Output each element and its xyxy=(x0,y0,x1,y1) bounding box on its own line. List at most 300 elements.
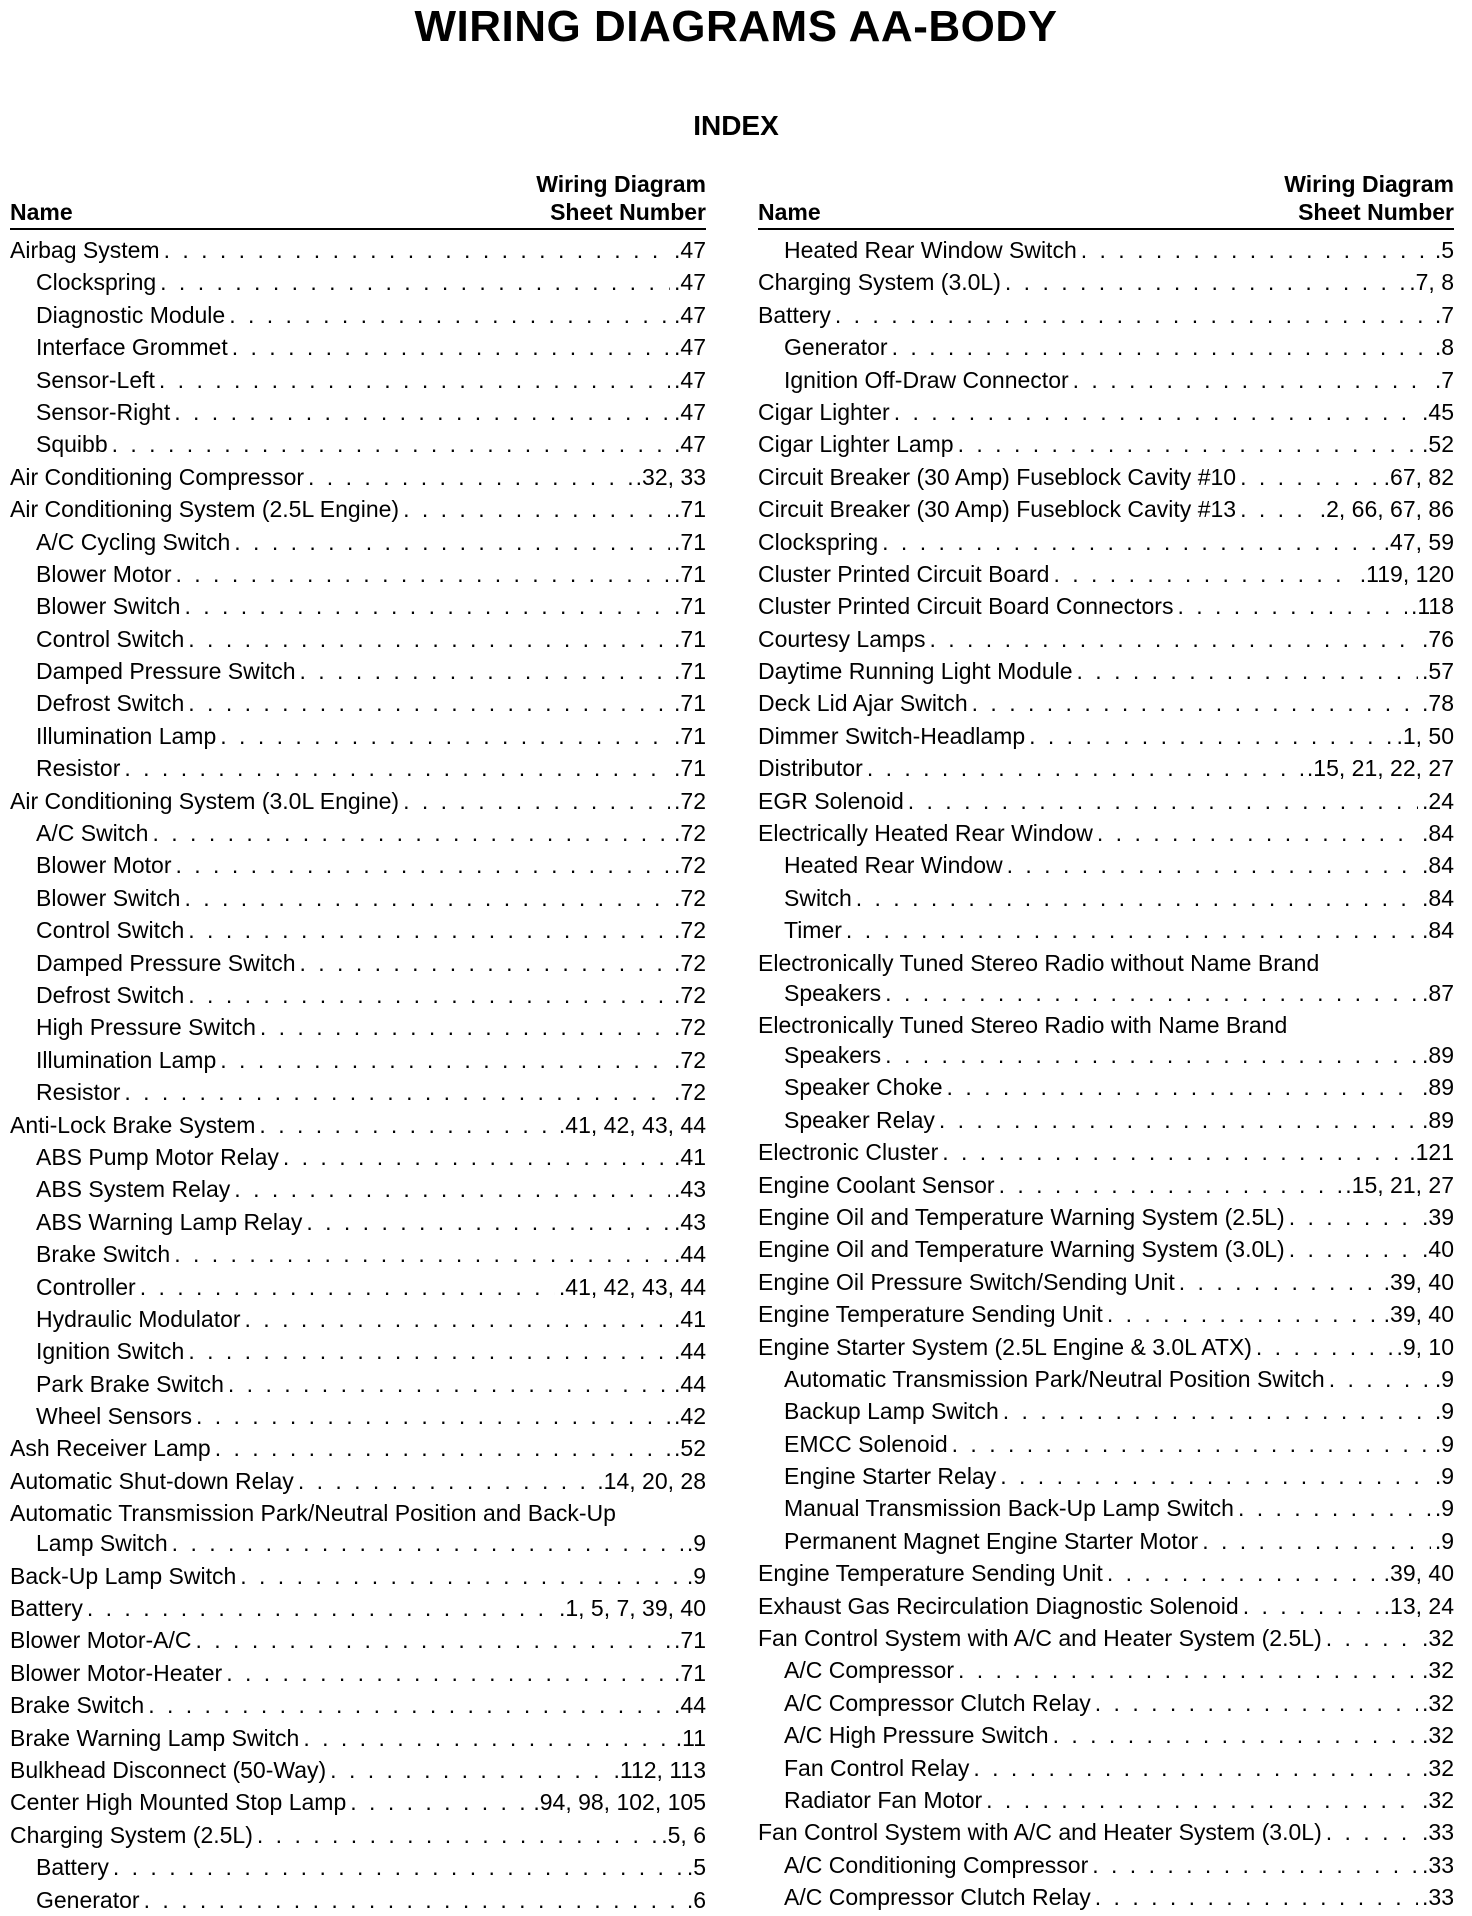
index-entry xyxy=(758,1557,1454,1589)
entry-sheet-number: .72 xyxy=(674,884,706,911)
dot-leader xyxy=(350,1786,529,1818)
dot-leader xyxy=(1107,1557,1380,1589)
index-entry xyxy=(758,1331,1454,1363)
index-entry xyxy=(10,1206,706,1238)
index-entry xyxy=(10,526,706,558)
dot-leader xyxy=(188,1335,670,1367)
entry-sheet-number: .9 xyxy=(1434,1527,1454,1554)
entry-name: Cigar Lighter xyxy=(758,398,890,425)
dot-leader xyxy=(1329,1363,1431,1395)
entry-sheet-number: .11 xyxy=(675,1724,706,1751)
entry-name: ABS Warning Lamp Relay xyxy=(36,1208,303,1235)
entry-name: Charging System (3.0L) xyxy=(758,269,1001,296)
index-entry xyxy=(758,1039,1454,1071)
dot-leader xyxy=(1256,1331,1393,1363)
dot-leader xyxy=(300,947,671,979)
entry-sheet-number: .94, 98, 102, 105 xyxy=(533,1789,706,1816)
entry-sheet-number: .84 xyxy=(1422,917,1454,944)
dot-leader xyxy=(894,396,1418,428)
entry-sheet-number: .5 xyxy=(1434,237,1454,263)
entry-sheet-number: .71 xyxy=(674,593,706,620)
index-entry xyxy=(10,266,706,298)
entry-sheet-number: .14, 20, 28 xyxy=(597,1467,706,1494)
entry-name: Heated Rear Window xyxy=(784,852,1003,879)
entry-name: Controller xyxy=(36,1273,136,1300)
entry-sheet-number: .84 xyxy=(1422,884,1454,911)
entry-name: Airbag System xyxy=(10,237,160,263)
entry-sheet-number: .1, 50 xyxy=(1396,722,1454,749)
dot-leader xyxy=(174,396,670,428)
entry-name: Battery xyxy=(10,1595,83,1622)
entry-name: Dimmer Switch-Headlamp xyxy=(758,722,1026,749)
entry-sheet-number: .1, 5, 7, 39, 40 xyxy=(558,1595,706,1622)
dot-leader xyxy=(175,849,670,881)
entry-name: Charging System (2.5L) xyxy=(10,1821,253,1848)
index-entry xyxy=(758,1590,1454,1622)
name-header: Name xyxy=(758,199,821,225)
dot-leader xyxy=(308,461,632,493)
entry-sheet-number: .72 xyxy=(674,1079,706,1106)
entry-name: Park Brake Switch xyxy=(36,1370,224,1397)
index-entry xyxy=(758,1784,1454,1816)
entry-name: Hydraulic Modulator xyxy=(36,1305,241,1332)
entry-sheet-number: .7 xyxy=(1434,301,1454,328)
index-column-left xyxy=(10,170,706,1916)
entry-sheet-number: .47 xyxy=(674,431,706,458)
index-entry xyxy=(758,396,1454,428)
index-entry xyxy=(758,299,1454,331)
index-entry xyxy=(758,331,1454,363)
entry-name: Speakers xyxy=(784,979,882,1006)
index-entry xyxy=(758,687,1454,719)
index-entry xyxy=(758,1752,1454,1784)
index-entry xyxy=(10,234,706,266)
entry-sheet-number: .39, 40 xyxy=(1383,1560,1454,1587)
index-entry xyxy=(758,1071,1454,1103)
dot-leader xyxy=(172,1527,683,1559)
entry-sheet-number: .43 xyxy=(674,1176,706,1203)
entry-name: Circuit Breaker (30 Amp) Fuseblock Cavity #13 xyxy=(758,496,1237,523)
index-entry xyxy=(10,1303,706,1335)
index-entry xyxy=(10,1722,706,1754)
index-entry xyxy=(10,590,706,622)
index-entry xyxy=(10,1271,706,1303)
index-entry xyxy=(758,914,1454,946)
dot-leader xyxy=(846,914,1418,946)
entry-name: A/C Cycling Switch xyxy=(36,528,231,555)
entry-name: Fan Control Relay xyxy=(784,1754,970,1781)
dot-leader xyxy=(999,1169,1342,1201)
entry-sheet-number: .13, 24 xyxy=(1383,1592,1454,1619)
entry-name: Fan Control System with A/C and Heater System (2.5L) xyxy=(758,1625,1322,1652)
dot-leader xyxy=(1179,1266,1380,1298)
entry-sheet-number: .39 xyxy=(1422,1203,1454,1230)
dot-leader xyxy=(195,1624,670,1656)
entry-name: A/C Compressor xyxy=(784,1657,954,1684)
index-entry xyxy=(758,1654,1454,1686)
index-entry xyxy=(758,1169,1454,1201)
entry-name: Automatic Transmission Park/Neutral Position Switch xyxy=(784,1365,1325,1392)
entry-name: Engine Starter Relay xyxy=(784,1463,997,1490)
entry-name: Defrost Switch xyxy=(36,690,185,717)
sheet-number-header xyxy=(536,170,706,226)
entry-sheet-number: .33 xyxy=(1422,1851,1454,1878)
column-header xyxy=(758,170,1454,230)
entry-name: Control Switch xyxy=(36,917,185,944)
index-entry xyxy=(10,752,706,784)
entry-sheet-number: .57 xyxy=(1422,658,1454,685)
dot-leader xyxy=(1107,1298,1380,1330)
dot-leader xyxy=(952,1428,1431,1460)
dot-leader xyxy=(188,687,670,719)
entry-sheet-number: .78 xyxy=(1422,690,1454,717)
entry-sheet-number: .71 xyxy=(674,658,706,685)
entry-sheet-number: .119, 120 xyxy=(1359,560,1454,587)
entry-sheet-number: .87 xyxy=(1422,979,1454,1006)
entry-name: Electrically Heated Rear Window xyxy=(758,820,1093,847)
entry-name: Blower Motor-A/C xyxy=(10,1627,192,1654)
dot-leader xyxy=(973,1752,1418,1784)
index-entry xyxy=(758,752,1454,784)
entry-name: Generator xyxy=(784,334,888,361)
dot-leader xyxy=(908,785,1418,817)
dot-leader xyxy=(184,882,670,914)
index-entry xyxy=(10,1076,706,1108)
dot-leader xyxy=(885,1039,1418,1071)
dot-leader xyxy=(1243,1590,1380,1622)
dot-leader xyxy=(1177,590,1406,622)
entry-sheet-number: .39, 40 xyxy=(1383,1268,1454,1295)
index-entry xyxy=(10,979,706,1011)
entry-sheet-number: .32 xyxy=(1422,1689,1454,1716)
index-entry xyxy=(10,1851,706,1883)
entry-name: Air Conditioning System (3.0L Engine) xyxy=(10,787,400,814)
index-entry xyxy=(758,1492,1454,1524)
entry-sheet-number: .32 xyxy=(1422,1625,1454,1652)
index-entry xyxy=(758,266,1454,298)
entry-sheet-number: .47 xyxy=(674,301,706,328)
entry-sheet-number: .42 xyxy=(674,1403,706,1430)
entry-name: Defrost Switch xyxy=(36,981,185,1008)
index-entry xyxy=(758,817,1454,849)
dot-leader xyxy=(929,623,1418,655)
entry-name: Battery xyxy=(758,301,831,328)
dot-leader xyxy=(188,979,670,1011)
entry-sheet-number: .47 xyxy=(674,269,706,296)
entry-name: Center High Mounted Stop Lamp xyxy=(10,1789,347,1816)
dot-leader xyxy=(87,1592,555,1624)
index-entry xyxy=(10,720,706,752)
sheet-header-line1: Wiring Diagram xyxy=(1284,171,1454,197)
index-entry xyxy=(758,1622,1454,1654)
entry-name: A/C Compressor Clutch Relay xyxy=(784,1689,1091,1716)
dot-leader xyxy=(958,1654,1418,1686)
sheet-number-header xyxy=(1284,170,1454,226)
entry-sheet-number: .32 xyxy=(1422,1722,1454,1749)
entry-name: Exhaust Gas Recirculation Diagnostic Solenoid xyxy=(758,1592,1239,1619)
entry-sheet-number: .47 xyxy=(674,366,706,393)
index-entry xyxy=(10,364,706,396)
index-entry xyxy=(10,1141,706,1173)
entry-name: Anti-Lock Brake System xyxy=(10,1111,256,1138)
dot-leader xyxy=(882,526,1380,558)
index-entry xyxy=(758,655,1454,687)
dot-leader xyxy=(330,1754,609,1786)
dot-leader xyxy=(220,720,670,752)
entry-sheet-number: .9 xyxy=(1434,1398,1454,1425)
dot-leader xyxy=(1095,1881,1418,1913)
entry-sheet-number: .9 xyxy=(1434,1430,1454,1457)
entry-name: Battery xyxy=(36,1854,109,1881)
index-entry xyxy=(10,1400,706,1432)
entry-name: Squibb xyxy=(36,431,108,458)
entry-sheet-number: .71 xyxy=(674,1659,706,1686)
dot-leader xyxy=(112,428,670,460)
entry-name: A/C Conditioning Compressor xyxy=(784,1851,1089,1878)
entry-name: Interface Grommet xyxy=(36,334,228,361)
entry-name: Blower Motor xyxy=(36,560,172,587)
entry-name: Blower Motor-Heater xyxy=(10,1659,223,1686)
entry-sheet-number: .44 xyxy=(674,1692,706,1719)
index-entry xyxy=(10,623,706,655)
index-entry xyxy=(758,1687,1454,1719)
entry-sheet-number: .41, 42, 43, 44 xyxy=(558,1273,706,1300)
index-entry xyxy=(10,331,706,363)
index-heading: INDEX xyxy=(693,110,779,141)
index-entry xyxy=(10,1689,706,1721)
dot-leader xyxy=(152,817,670,849)
dot-leader xyxy=(1003,1395,1431,1427)
dot-leader xyxy=(1005,266,1405,298)
dot-leader xyxy=(245,1303,670,1335)
index-entry xyxy=(10,1173,706,1205)
index-entry xyxy=(758,493,1454,525)
dot-leader xyxy=(298,1465,593,1497)
dot-leader xyxy=(283,1141,670,1173)
index-entry xyxy=(758,947,1454,977)
entry-name: Permanent Magnet Engine Starter Motor xyxy=(784,1527,1199,1554)
entry-sheet-number: .15, 21, 27 xyxy=(1345,1171,1454,1198)
dot-leader xyxy=(196,1400,670,1432)
dot-leader xyxy=(892,331,1431,363)
index-entry xyxy=(10,1109,706,1141)
index-entry xyxy=(10,299,706,331)
dot-leader xyxy=(159,364,670,396)
entry-list xyxy=(10,234,706,1916)
entry-name: Wheel Sensors xyxy=(36,1403,192,1430)
index-entry xyxy=(758,1395,1454,1427)
index-entry xyxy=(758,1009,1454,1039)
entry-sheet-number: .5, 6 xyxy=(661,1821,706,1848)
index-entry xyxy=(758,1525,1454,1557)
entry-name: Cluster Printed Circuit Board Connectors xyxy=(758,593,1174,620)
index-entry xyxy=(758,1881,1454,1913)
entry-sheet-number: .71 xyxy=(674,528,706,555)
entry-name: Illumination Lamp xyxy=(36,722,217,749)
entry-name: Speaker Choke xyxy=(784,1074,943,1101)
entry-sheet-number: .72 xyxy=(674,852,706,879)
entry-sheet-number: .2, 66, 67, 86 xyxy=(1319,496,1454,523)
index-entry xyxy=(758,1460,1454,1492)
entry-name: Resistor xyxy=(36,1079,121,1106)
index-entry xyxy=(10,849,706,881)
entry-sheet-number: .47 xyxy=(674,398,706,425)
dot-leader xyxy=(1095,1687,1418,1719)
index-entry xyxy=(10,558,706,590)
entry-sheet-number: .7, 8 xyxy=(1409,269,1454,296)
dot-leader xyxy=(306,1206,670,1238)
entry-name: Air Conditioning Compressor xyxy=(10,463,305,490)
dot-leader xyxy=(1029,720,1392,752)
entry-name: Engine Oil and Temperature Warning System (2.5L) xyxy=(758,1203,1285,1230)
entry-sheet-number: .9 xyxy=(1434,1365,1454,1392)
index-entry xyxy=(10,493,706,525)
entry-name: Switch xyxy=(784,884,852,911)
entry-sheet-number: .9 xyxy=(686,1530,706,1557)
entry-name: Courtesy Lamps xyxy=(758,625,926,652)
dot-leader xyxy=(148,1689,670,1721)
index-entry xyxy=(10,396,706,428)
dot-leader xyxy=(947,1071,1418,1103)
entry-name: Illumination Lamp xyxy=(36,1046,217,1073)
entry-sheet-number: .47 xyxy=(674,334,706,361)
entry-name: A/C Compressor Clutch Relay xyxy=(784,1884,1091,1911)
entry-sheet-number: .45 xyxy=(1422,398,1454,425)
entry-sheet-number: .33 xyxy=(1422,1819,1454,1846)
index-entry xyxy=(10,914,706,946)
entry-name: ABS System Relay xyxy=(36,1176,231,1203)
entry-name: Circuit Breaker (30 Amp) Fuseblock Cavity #10 xyxy=(758,463,1237,490)
entry-sheet-number: .112, 113 xyxy=(613,1756,706,1783)
dot-leader xyxy=(1000,1460,1431,1492)
entry-sheet-number: .71 xyxy=(674,755,706,782)
dot-leader xyxy=(958,428,1418,460)
dot-leader xyxy=(215,1432,670,1464)
index-entry xyxy=(10,785,706,817)
dot-leader xyxy=(403,493,670,525)
entry-name: Daytime Running Light Module xyxy=(758,658,1073,685)
index-entry xyxy=(10,1819,706,1851)
entry-name: Air Conditioning System (2.5L Engine) xyxy=(10,496,400,523)
dot-leader xyxy=(240,1560,683,1592)
entry-name: High Pressure Switch xyxy=(36,1014,256,1041)
entry-name: Resistor xyxy=(36,755,121,782)
index-entry xyxy=(758,623,1454,655)
index-entry xyxy=(758,558,1454,590)
dot-leader xyxy=(260,1011,670,1043)
dot-leader xyxy=(1053,1719,1418,1751)
entry-sheet-number: .76 xyxy=(1422,625,1454,652)
dot-leader xyxy=(113,1851,683,1883)
entry-sheet-number: .9 xyxy=(1434,1495,1454,1522)
index-entry xyxy=(758,590,1454,622)
entry-name: Deck Lid Ajar Switch xyxy=(758,690,968,717)
dot-leader xyxy=(1202,1525,1431,1557)
entry-name: Ignition Off-Draw Connector xyxy=(784,366,1069,393)
dot-leader xyxy=(885,977,1418,1009)
entry-name: Electronically Tuned Stereo Radio with Name Brand xyxy=(758,1011,1288,1038)
entry-sheet-number: .72 xyxy=(674,949,706,976)
column-header xyxy=(10,170,706,230)
entry-name: ABS Pump Motor Relay xyxy=(36,1143,279,1170)
index-entry xyxy=(10,1884,706,1916)
entry-name: Speakers xyxy=(784,1041,882,1068)
dot-leader xyxy=(300,655,671,687)
entry-sheet-number: .24 xyxy=(1422,787,1454,814)
entry-sheet-number: .71 xyxy=(674,496,706,523)
entry-sheet-number: .9 xyxy=(1434,1463,1454,1490)
entry-name: Engine Starter System (2.5L Engine & 3.0L ATX) xyxy=(758,1333,1252,1360)
dot-leader xyxy=(229,299,670,331)
entry-name: Bulkhead Disconnect (50-Way) xyxy=(10,1756,327,1783)
index-entry xyxy=(10,1432,706,1464)
dot-leader xyxy=(144,1884,683,1916)
entry-name: Ignition Switch xyxy=(36,1338,185,1365)
entry-sheet-number: .9, 10 xyxy=(1396,1333,1454,1360)
index-entry xyxy=(758,1298,1454,1330)
entry-sheet-number: .52 xyxy=(674,1435,706,1462)
dot-leader xyxy=(835,299,1431,331)
index-entry xyxy=(758,882,1454,914)
index-entry xyxy=(10,1335,706,1367)
entry-sheet-number: .72 xyxy=(674,1014,706,1041)
dot-leader xyxy=(184,590,670,622)
entry-sheet-number: .47 xyxy=(674,237,706,263)
dot-leader xyxy=(188,914,670,946)
index-entry xyxy=(758,785,1454,817)
entry-sheet-number: .71 xyxy=(674,560,706,587)
entry-sheet-number: .47, 59 xyxy=(1383,528,1454,555)
entry-name: Electronically Tuned Stereo Radio without Name Brand xyxy=(758,949,1320,976)
dot-leader xyxy=(259,1109,555,1141)
entry-name: Sensor-Right xyxy=(36,398,171,425)
entry-sheet-number: .118 xyxy=(1410,593,1454,620)
index-entry xyxy=(10,882,706,914)
dot-leader xyxy=(164,234,670,266)
index-entry xyxy=(758,364,1454,396)
name-header: Name xyxy=(10,199,73,225)
entry-list xyxy=(758,234,1454,1914)
index-entry xyxy=(10,1754,706,1786)
entry-name: Radiator Fan Motor xyxy=(784,1786,983,1813)
index-entry xyxy=(10,1368,706,1400)
entry-name: Control Switch xyxy=(36,625,185,652)
index-entry xyxy=(10,1238,706,1270)
dot-leader xyxy=(939,1104,1418,1136)
index-entry xyxy=(10,461,706,493)
index-entry xyxy=(758,1104,1454,1136)
entry-name: Distributor xyxy=(758,755,863,782)
entry-name: Damped Pressure Switch xyxy=(36,949,296,976)
entry-name: EGR Solenoid xyxy=(758,787,904,814)
entry-sheet-number: .89 xyxy=(1422,1041,1454,1068)
entry-sheet-number: .72 xyxy=(674,1046,706,1073)
index-entry xyxy=(758,1816,1454,1848)
entry-name: Cluster Printed Circuit Board xyxy=(758,560,1050,587)
entry-sheet-number: .44 xyxy=(674,1241,706,1268)
dot-leader xyxy=(1326,1816,1418,1848)
entry-name: A/C Switch xyxy=(36,820,149,847)
entry-sheet-number: .72 xyxy=(674,787,706,814)
sheet-header-line2: Sheet Number xyxy=(1298,199,1454,225)
sheet-header-line2: Sheet Number xyxy=(550,199,706,225)
dot-leader xyxy=(1238,1492,1431,1524)
entry-name: Brake Switch xyxy=(36,1241,171,1268)
entry-sheet-number: .71 xyxy=(674,722,706,749)
entry-sheet-number: .40 xyxy=(1422,1236,1454,1263)
index-entry xyxy=(758,1363,1454,1395)
dot-leader xyxy=(303,1722,671,1754)
